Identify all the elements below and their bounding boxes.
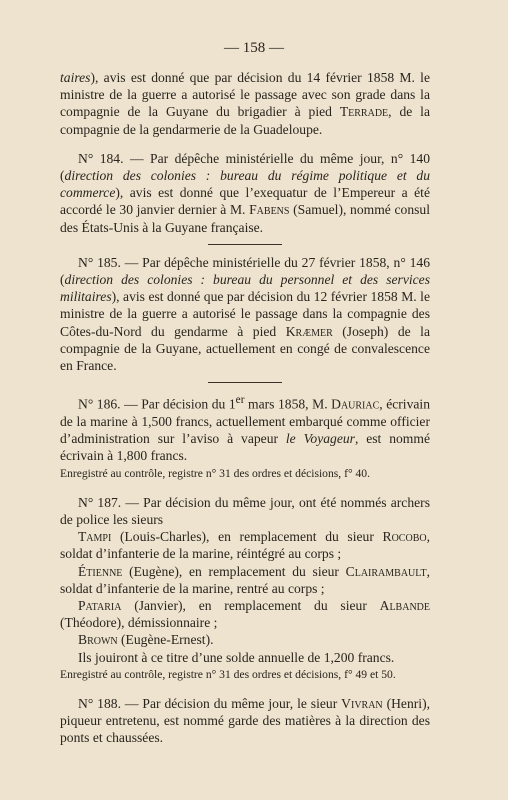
person-name: Vivran	[341, 696, 383, 712]
article-186	[60, 392, 430, 464]
italic-fragment: direction des colonies : bureau du personnel et des services militaires	[60, 272, 430, 305]
text-fragment: , écrivain de la marine à 1,500 francs, actuellement embarqué comme officier d’administration sur l’aviso à vapeur	[60, 396, 430, 447]
text-fragment: (Louis-Charles), en remplacement du sieur	[111, 529, 383, 545]
appointment-line	[60, 563, 430, 597]
text-fragment: , est nommé écrivain à 1,800 francs.	[60, 431, 430, 464]
person-name: Dauriac	[331, 396, 380, 412]
text-fragment: (Joseph) de la compagnie de la Guyane, actuellement en congé de convalescence en France.	[60, 323, 430, 374]
appointment-line	[60, 631, 430, 648]
article-185	[60, 254, 430, 374]
article-lead: N° 185. — Par dépêche ministérielle du 27 février 1858, n° 146 (	[60, 254, 430, 288]
person-name: Tampi	[78, 529, 112, 545]
article-187: N° 187. — Par décision du même jour, ont été nommés archers de police les sieurs	[60, 494, 430, 527]
italic-fragment: le Voyageur	[285, 431, 355, 447]
text-fragment: ), avis est donné que l’exequatur de l’Empereur a été accordé le 30 janvier dernier à M.	[60, 185, 430, 218]
salary-line: Ils jouiront à ce titre d’une solde annuelle de 1,200 francs.	[78, 649, 395, 665]
article-188	[60, 695, 430, 747]
superscript: er	[235, 394, 245, 407]
separator-rule	[208, 244, 282, 245]
text-fragment: (Théodore), démissionnaire ;	[60, 615, 218, 631]
person-name: Kræmer	[285, 323, 333, 339]
text-fragment: ), avis est donné que par décision du 12 février 1858 M. le ministre de la guerre a autorisé le passage dans la compagnie des Côtes-du-Nord du gendarme à pied	[60, 289, 430, 339]
text-fragment: (Janvier), en remplacement du sieur	[121, 598, 380, 614]
italic-fragment: taires	[60, 70, 91, 85]
page-number: — 158 —	[224, 40, 284, 56]
text-fragment: , soldat d’infanterie de la marine, rentré au corps ;	[60, 563, 430, 596]
article-lead: N° 188. — Par décision du même jour, le sieur	[78, 696, 342, 712]
text-fragment: (Henri), piqueur entretenu, est nommé garde des matières à la direction des ponts et chaussées.	[60, 696, 430, 746]
appointment-line	[60, 528, 430, 562]
separator-rule	[208, 382, 282, 383]
person-name: Albande	[379, 598, 430, 614]
text-fragment: ), avis est donné que par décision du 14 février 1858 M. le ministre de la guerre a autorisé le passage avec son grade dans la compagnie de la Guyane du brigadier à pied	[60, 70, 430, 120]
person-name: Clairambault	[345, 563, 427, 579]
article-lead: N° 184. — Par dépêche ministérielle du même jour, n° 140 (	[60, 150, 430, 184]
text-fragment: mars 1858, M.	[244, 396, 332, 412]
article-lead: N° 186. — Par décision du 1	[78, 396, 236, 412]
page-body	[60, 69, 430, 747]
person-name: Terrade	[339, 104, 389, 120]
appointment-line	[60, 597, 430, 631]
registration-note: Enregistré au contrôle, registre n° 31 des ordres et décisions, f° 49 et 50.	[60, 667, 396, 681]
text-fragment: (Samuel), nommé consul des États-Unis à la Guyane française.	[60, 202, 430, 235]
text-fragment: , soldat d’infanterie de la marine, réintégré au corps ;	[60, 529, 430, 562]
person-name: Pataria	[78, 598, 122, 614]
italic-fragment: direction des colonies : bureau du régime politique et du commerce	[60, 168, 430, 201]
text-fragment: , de la compagnie de la gendarmerie de la Guadeloupe.	[60, 104, 430, 137]
person-name: Étienne	[78, 563, 123, 579]
person-name: Rocobo	[382, 529, 427, 545]
article-184	[60, 150, 430, 236]
registration-note: Enregistré au contrôle, registre n° 31 des ordres et décisions, f° 40.	[60, 466, 370, 480]
person-name: Fabens	[249, 202, 290, 218]
text-fragment: (Eugène-Ernest).	[117, 632, 214, 648]
text-fragment: (Eugène), en remplacement du sieur	[122, 563, 346, 579]
paragraph-continuation	[60, 69, 430, 138]
person-name: Brown	[78, 632, 118, 648]
